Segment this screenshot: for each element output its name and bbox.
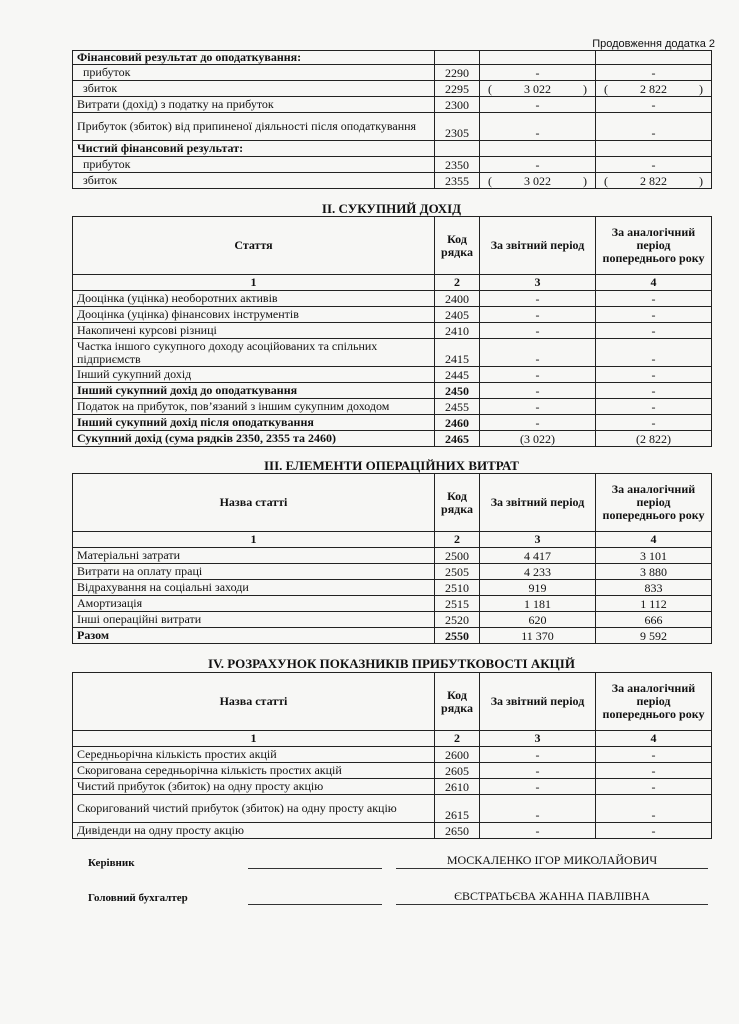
- head-name: МОСКАЛЕНКО ІГОР МИКОЛАЙОВИЧ: [446, 853, 658, 867]
- table-row: [73, 383, 712, 399]
- previous-period-value: -: [596, 779, 712, 795]
- table-row: [73, 141, 712, 157]
- previous-period-value: -: [596, 323, 712, 339]
- current-period-value: (3 022): [480, 431, 596, 447]
- current-period-value: 919: [480, 580, 596, 596]
- row-label: Фінансовий результат до оподаткування:: [73, 51, 435, 65]
- previous-period-value: -: [596, 823, 712, 839]
- previous-period-value: -: [596, 291, 712, 307]
- current-period-value: [480, 173, 596, 189]
- current-period-value: 4 233: [480, 564, 596, 580]
- accountant-name-line: [396, 904, 708, 905]
- col-header-code: Код рядка: [435, 673, 480, 731]
- previous-period-value: -: [596, 399, 712, 415]
- col-header-previous: За аналогічний період попереднього року: [596, 673, 712, 731]
- paren-close: ): [699, 82, 703, 96]
- previous-period-value: [596, 81, 712, 97]
- current-period-value: -: [480, 113, 596, 141]
- row-code: 2520: [435, 612, 480, 628]
- previous-period-value: 1 112: [596, 596, 712, 612]
- continuation-note: Продовження додатка 2: [592, 38, 715, 50]
- row-code: 2505: [435, 564, 480, 580]
- row-code: 2300: [435, 97, 480, 113]
- row-code: 2650: [435, 823, 480, 839]
- previous-period-value: [596, 51, 712, 65]
- head-label: Керівник: [88, 857, 135, 869]
- col-num: 1: [73, 275, 435, 291]
- accountant-signature-line: [248, 904, 382, 905]
- table-row: [73, 823, 712, 839]
- paren-open: (: [488, 82, 492, 96]
- value-text: 3 022: [524, 82, 551, 96]
- current-period-value: -: [480, 367, 596, 383]
- table-row: [73, 628, 712, 644]
- table-row: [73, 97, 712, 113]
- current-period-value: [480, 81, 596, 97]
- row-label: Чистий прибуток (збиток) на одну просту акцію: [73, 779, 435, 795]
- row-label: Відрахування на соціальні заходи: [73, 580, 435, 596]
- col-num: 1: [73, 532, 435, 548]
- paren-open: (: [488, 174, 492, 188]
- table-row: [73, 51, 712, 65]
- row-code: [435, 51, 480, 65]
- previous-period-value: -: [596, 383, 712, 399]
- row-code: 2350: [435, 157, 480, 173]
- current-period-value: -: [480, 323, 596, 339]
- row-code: 2450: [435, 383, 480, 399]
- row-label: Інший сукупний дохід: [73, 367, 435, 383]
- row-code: 2405: [435, 307, 480, 323]
- row-label: Матеріальні затрати: [73, 548, 435, 564]
- previous-period-value: -: [596, 307, 712, 323]
- row-label: Дивіденди на одну просту акцію: [73, 823, 435, 839]
- current-period-value: 4 417: [480, 548, 596, 564]
- comprehensive-income-table: [72, 216, 712, 447]
- section-4-title: IV. РОЗРАХУНОК ПОКАЗНИКІВ ПРИБУТКОВОСТІ АКЦІЙ: [208, 656, 575, 671]
- row-label: Інший сукупний дохід після оподаткування: [73, 415, 435, 431]
- row-code: 2400: [435, 291, 480, 307]
- previous-period-value: 3 101: [596, 548, 712, 564]
- current-period-value: -: [480, 415, 596, 431]
- col-header-name: Назва статті: [73, 474, 435, 532]
- row-label: Інший сукупний дохід до оподаткування: [73, 383, 435, 399]
- previous-period-value: -: [596, 795, 712, 823]
- table-row: [73, 173, 712, 189]
- col-num: 2: [435, 731, 480, 747]
- paren-close: ): [583, 82, 587, 96]
- current-period-value: -: [480, 97, 596, 113]
- col-header-code: Код рядка: [435, 474, 480, 532]
- col-num: 3: [480, 731, 596, 747]
- share-profitability-table: [72, 672, 712, 839]
- previous-period-value: -: [596, 747, 712, 763]
- value-text: 3 022: [524, 174, 551, 188]
- row-code: 2460: [435, 415, 480, 431]
- current-period-value: -: [480, 779, 596, 795]
- col-header-current: За звітний період: [480, 474, 596, 532]
- row-label: збиток: [73, 81, 435, 97]
- row-code: 2550: [435, 628, 480, 644]
- table-row: [73, 415, 712, 431]
- previous-period-value: [596, 141, 712, 157]
- current-period-value: 1 181: [480, 596, 596, 612]
- table-row: [73, 81, 712, 97]
- col-num: 4: [596, 532, 712, 548]
- row-code: 2610: [435, 779, 480, 795]
- row-code: 2305: [435, 113, 480, 141]
- paren-open: (: [604, 174, 608, 188]
- row-label: збиток: [73, 173, 435, 189]
- previous-period-value: (2 822): [596, 431, 712, 447]
- row-code: 2465: [435, 431, 480, 447]
- row-code: 2510: [435, 580, 480, 596]
- section-2-title: ІІ. СУКУПНИЙ ДОХІД: [321, 201, 462, 216]
- current-period-value: -: [480, 291, 596, 307]
- row-code: 2605: [435, 763, 480, 779]
- col-header-current: За звітний період: [480, 673, 596, 731]
- previous-period-value: [596, 173, 712, 189]
- table-row: [73, 779, 712, 795]
- row-label: Витрати на оплату праці: [73, 564, 435, 580]
- row-code: 2600: [435, 747, 480, 763]
- table-row: [73, 564, 712, 580]
- previous-period-value: 9 592: [596, 628, 712, 644]
- table-row: [73, 763, 712, 779]
- previous-period-value: -: [596, 157, 712, 173]
- head-name-line: [396, 868, 708, 869]
- accountant-name: ЄВСТРАТЬЄВА ЖАННА ПАВЛІВНА: [454, 889, 650, 903]
- current-period-value: -: [480, 65, 596, 81]
- current-period-value: -: [480, 747, 596, 763]
- current-period-value: [480, 51, 596, 65]
- paren-close: ): [583, 174, 587, 188]
- current-period-value: -: [480, 157, 596, 173]
- row-label: Податок на прибуток, пов’язаний з іншим сукупним доходом: [73, 399, 435, 415]
- current-period-value: -: [480, 795, 596, 823]
- table-row: [73, 339, 712, 367]
- table-row: [73, 113, 712, 141]
- table-row: [73, 323, 712, 339]
- table-row: [73, 399, 712, 415]
- section-3-title: ІІІ. ЕЛЕМЕНТИ ОПЕРАЦІЙНИХ ВИТРАТ: [264, 458, 519, 473]
- col-header-code: Код рядка: [435, 217, 480, 275]
- row-code: 2355: [435, 173, 480, 189]
- col-num: 3: [480, 275, 596, 291]
- row-code: 2615: [435, 795, 480, 823]
- row-label: Дооцінка (уцінка) необоротних активів: [73, 291, 435, 307]
- col-num: 3: [480, 532, 596, 548]
- row-label: Чистий фінансовий результат:: [73, 141, 435, 157]
- previous-period-value: -: [596, 113, 712, 141]
- col-header-previous: За аналогічний період попереднього року: [596, 217, 712, 275]
- col-header-current: За звітний період: [480, 217, 596, 275]
- value-text: 2 822: [640, 174, 667, 188]
- current-period-value: -: [480, 763, 596, 779]
- row-label: Сукупний дохід (сума рядків 2350, 2355 та 2460): [73, 431, 435, 447]
- current-period-value: -: [480, 823, 596, 839]
- row-label: прибуток: [73, 157, 435, 173]
- table-row: [73, 747, 712, 763]
- row-label: Частка іншого сукупного доходу асоційованих та спільних підприємств: [73, 339, 435, 367]
- row-label: Середньорічна кількість простих акцій: [73, 747, 435, 763]
- row-code: 2415: [435, 339, 480, 367]
- operating-expenses-table: [72, 473, 712, 644]
- row-label: Разом: [73, 628, 435, 644]
- paren-open: (: [604, 82, 608, 96]
- row-label: Прибуток (збиток) від припиненої діяльності після оподаткування: [73, 113, 435, 141]
- row-code: 2290: [435, 65, 480, 81]
- current-period-value: -: [480, 307, 596, 323]
- value-text: 2 822: [640, 82, 667, 96]
- table-row: [73, 291, 712, 307]
- current-period-value: 620: [480, 612, 596, 628]
- row-label: Дооцінка (уцінка) фінансових інструментів: [73, 307, 435, 323]
- col-num: 2: [435, 532, 480, 548]
- previous-period-value: 3 880: [596, 564, 712, 580]
- paren-close: ): [699, 174, 703, 188]
- col-header-previous: За аналогічний період попереднього року: [596, 474, 712, 532]
- table-row: [73, 157, 712, 173]
- row-code: 2410: [435, 323, 480, 339]
- row-label: Накопичені курсові різниці: [73, 323, 435, 339]
- col-num: 4: [596, 731, 712, 747]
- current-period-value: -: [480, 383, 596, 399]
- row-label: Витрати (дохід) з податку на прибуток: [73, 97, 435, 113]
- financial-result-table: [72, 50, 712, 189]
- table-row: [73, 596, 712, 612]
- col-header-article: Стаття: [73, 217, 435, 275]
- row-label: Амортизація: [73, 596, 435, 612]
- row-code: 2445: [435, 367, 480, 383]
- row-label: Інші операційні витрати: [73, 612, 435, 628]
- head-signature-line: [248, 868, 382, 869]
- row-label: Скоригована середньорічна кількість простих акцій: [73, 763, 435, 779]
- previous-period-value: 666: [596, 612, 712, 628]
- previous-period-value: 833: [596, 580, 712, 596]
- accountant-label: Головний бухгалтер: [88, 892, 188, 904]
- previous-period-value: -: [596, 65, 712, 81]
- previous-period-value: -: [596, 367, 712, 383]
- previous-period-value: -: [596, 763, 712, 779]
- row-code: 2295: [435, 81, 480, 97]
- table-row: [73, 795, 712, 823]
- current-period-value: -: [480, 339, 596, 367]
- table-row: [73, 307, 712, 323]
- table-row: [73, 65, 712, 81]
- table-row: [73, 548, 712, 564]
- table-row: [73, 612, 712, 628]
- col-num: 2: [435, 275, 480, 291]
- row-code: 2515: [435, 596, 480, 612]
- col-header-name: Назва статті: [73, 673, 435, 731]
- row-code: [435, 141, 480, 157]
- previous-period-value: -: [596, 97, 712, 113]
- col-num: 1: [73, 731, 435, 747]
- current-period-value: 11 370: [480, 628, 596, 644]
- row-code: 2500: [435, 548, 480, 564]
- row-label: Скоригований чистий прибуток (збиток) на одну просту акцію: [73, 795, 435, 823]
- table-row: [73, 580, 712, 596]
- current-period-value: [480, 141, 596, 157]
- row-code: 2455: [435, 399, 480, 415]
- previous-period-value: -: [596, 339, 712, 367]
- current-period-value: -: [480, 399, 596, 415]
- col-num: 4: [596, 275, 712, 291]
- previous-period-value: -: [596, 415, 712, 431]
- table-row: [73, 367, 712, 383]
- row-label: прибуток: [73, 65, 435, 81]
- table-row: [73, 431, 712, 447]
